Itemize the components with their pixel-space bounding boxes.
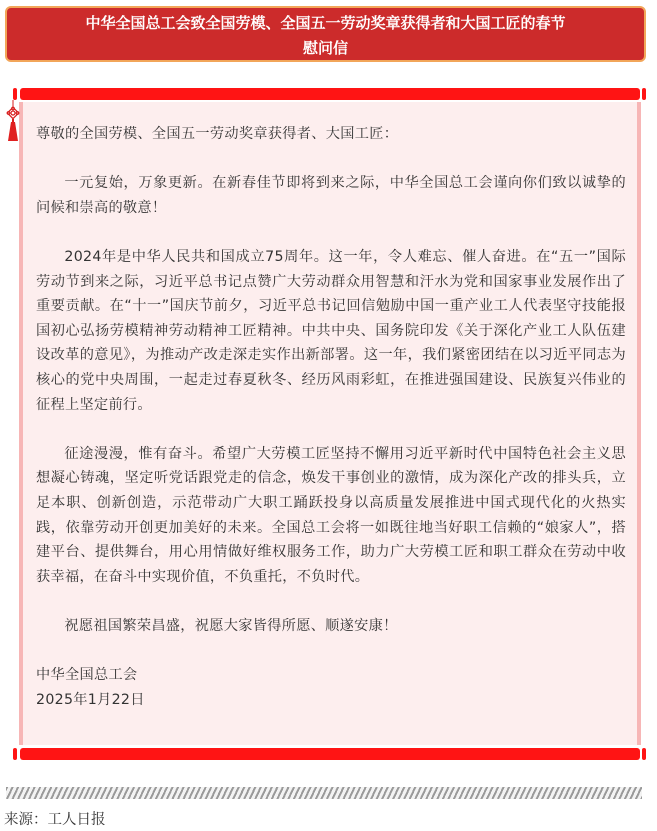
letter-date: 2025年1月22日 xyxy=(36,691,145,708)
letter-title-banner xyxy=(5,6,646,62)
letter-signature: 中华全国总工会 xyxy=(36,667,138,684)
top-bar-left-cap xyxy=(13,88,17,100)
bottom-bar-left-cap xyxy=(13,748,17,760)
title-line-1: 中华全国总工会致全国劳模、全国五一劳动奖章获得者和大国工匠的春节 xyxy=(85,14,566,32)
striped-divider xyxy=(6,787,642,799)
bottom-scroll-bar xyxy=(20,748,640,760)
chinese-knot-icon xyxy=(6,100,20,142)
letter-paragraph: 祝愿祖国繁荣昌盛，祝愿大家皆得所愿、顺遂安康！ xyxy=(64,617,398,634)
letter-paragraph: 征途漫漫，惟有奋斗。希望广大劳模工匠坚持不懈用习近平新时代中国特色社会主义思想凝心铸魂，坚定听党话跟党走的信念，焕发干事创业的激情，成为深化产改的排头兵，立足本职、创新创造，示范带动广大职工踊跃投身以高质量发展推进中国式现代化的火热实践，依靠劳动开创更加美好的未来。全国总工会将一如既往地当好职工信赖的“娘家人”，搭建平台、提供舞台，用心用情做好维权服务工作，助力广大劳模工匠和职工群众在劳动中收获幸福，在奋斗中实现价值，不负重托，不负时代。 xyxy=(36,445,626,585)
top-bar-right-cap xyxy=(642,88,646,100)
letter-greeting: 尊敬的全国劳模、全国五一劳动奖章获得者、大国工匠： xyxy=(36,126,399,142)
letter-paragraph: 2024年是中华人民共和国成立75周年。这一年，令人难忘、催人奋进。在“五一”国际劳动节到来之际，习近平总书记点赞广大劳动群众用智慧和汗水为党和国家事业发展作出了重要贡献。在“十一”国庆节前夕，习近平总书记回信勉励中国一重产业工人代表坚守技能报国初心弘扬劳模精神劳动精神工匠精神。中共中央、国务院印发《关于深化产业工人队伍建设改革的意见》，为推动产改走深走实作出新部署。这一年，我们紧密团结在以习近平同志为核心的党中央周围，一起走过春夏秋冬、经历风雨彩虹，在推进强国建设、民族复兴伟业的征程上坚定前行。 xyxy=(36,248,626,413)
title-line-2: 慰问信 xyxy=(302,39,348,57)
letter-paragraph: 一元复始，万象更新。在新春佳节即将到来之际，中华全国总工会谨向你们致以诚挚的问候和崇高的敬意！ xyxy=(36,175,626,216)
bottom-bar-right-cap xyxy=(642,748,646,760)
source-credit: 来源：工人日报 xyxy=(4,812,106,828)
letter-body xyxy=(36,122,626,712)
top-scroll-bar xyxy=(20,88,640,100)
